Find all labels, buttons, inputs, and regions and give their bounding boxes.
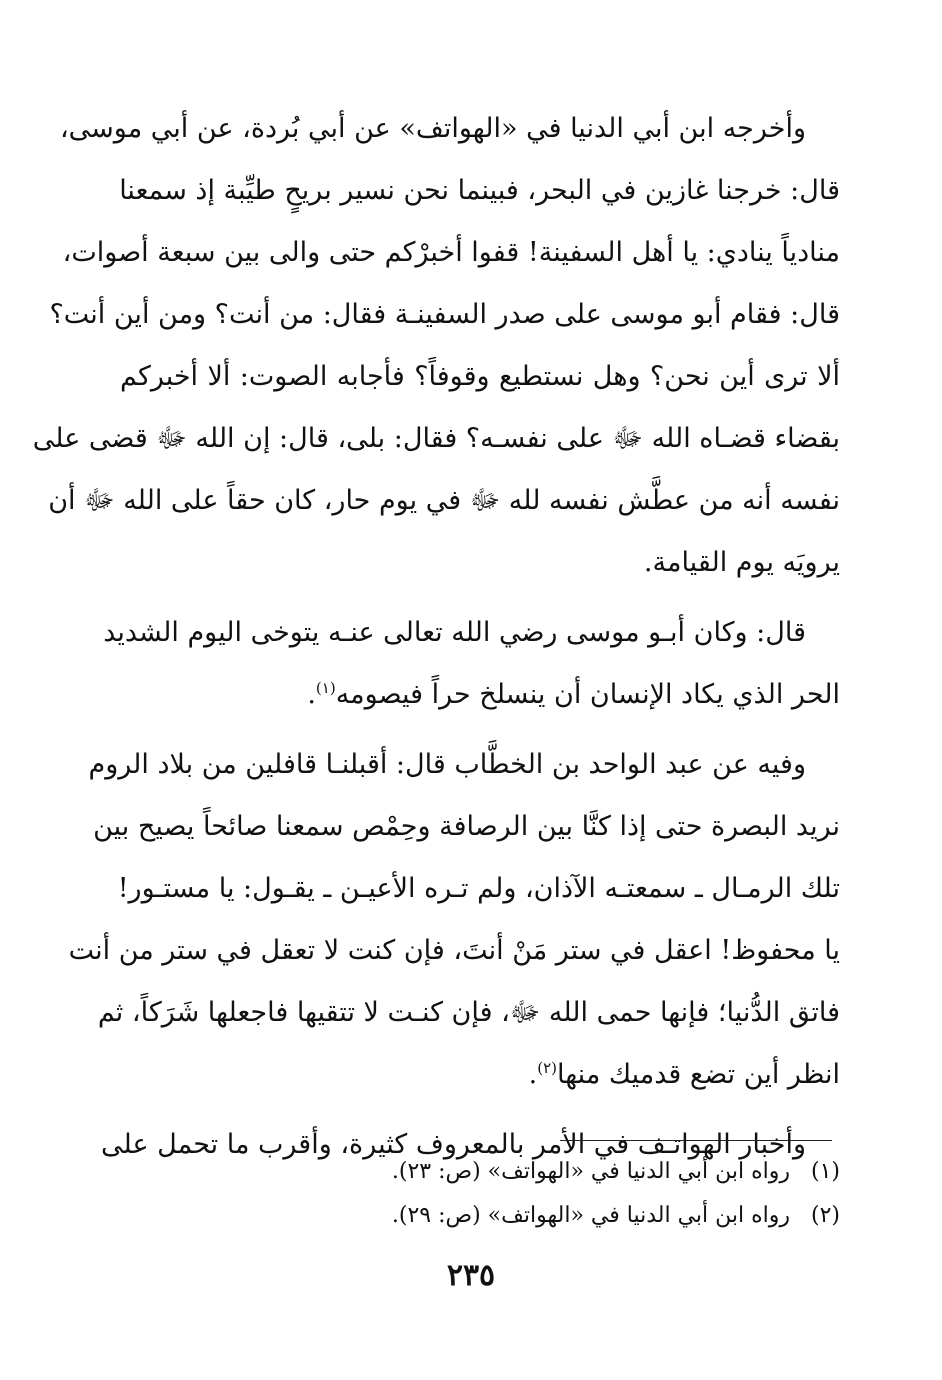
footnote-reference: (٢)	[537, 1059, 557, 1077]
text-line	[120, 664, 840, 726]
text-line: تلك الرمـال ـ سمعتـه الآذان، ولم تـره الأعيـن ـ يقـول: يا مستـور!	[117, 873, 840, 904]
paragraph-3	[68, 734, 840, 1106]
footnote-text: رواه ابن أبي الدنيا في «الهواتف» (ص: ٢٣).	[391, 1159, 790, 1184]
text-line: ألا ترى أين نحن؟ وهل نستطيع وقوفاً؟ فأجابه الصوت: ألا أخبركم	[120, 361, 840, 392]
text-line: منادياً ينادي: يا أهل السفينة! قفوا أخبرْكم حتى والى بين سبعة أصوات،	[62, 237, 840, 268]
paragraph-1	[32, 98, 840, 594]
text-line: وأخرجه ابن أبي الدنيا في «الهواتف» عن أبي بُردة، عن أبي موسى،	[59, 113, 806, 144]
footnote-text: رواه ابن أبي الدنيا في «الهواتف» (ص: ٢٩).	[391, 1203, 790, 1228]
paragraph-2	[103, 602, 840, 726]
text-line: قال: خرجنا غازين في البحر، فبينما نحن نسير بريحٍ طيِّبة إذ سمعنا	[119, 175, 840, 206]
footnote-number: (٢)	[810, 1203, 840, 1228]
text-line: قال: وكان أبـو موسى رضي الله تعالى عنـه يتوخى اليوم الشديد	[103, 617, 806, 648]
text-line: بقضاء قضـاه الله ﷻ على نفسـه؟ فقال: بلى، قال: إن الله ﷻ قضى على	[32, 423, 840, 454]
footnotes	[120, 1150, 840, 1238]
text-line: يرويَه يوم القيامة.	[643, 547, 840, 578]
footnote-item	[120, 1150, 840, 1194]
footnote-number: (١)	[810, 1159, 840, 1184]
text-line: وفيه عن عبد الواحد بن الخطَّاب قال: أقبلنـا قافلين من بلاد الروم	[88, 749, 806, 780]
text-segment: الحر الذي يكاد الإنسان أن ينسلخ حراً فيصومه	[335, 679, 840, 710]
sentence-end: .	[307, 679, 316, 710]
text-line: فاتق الدُّنيا؛ فإنها حمى الله ﷻ، فإن كنـت لا تتقيها فاجعلها شَرَكاً، ثم	[97, 997, 840, 1028]
footnote-separator	[560, 1140, 832, 1141]
text-line: وأخبار الهواتـف في الأمر بالمعروف كثيرة، وأقرب ما تحمل على	[101, 1129, 806, 1160]
page-number: ٢٣٥	[446, 1258, 496, 1293]
text-line: نريد البصرة حتى إذا كنَّا بين الرصافة وحِمْص سمعنا صائحاً يصيح بين	[93, 811, 840, 842]
text-line	[120, 1044, 840, 1106]
main-text	[32, 98, 840, 1176]
footnote-reference: (١)	[315, 679, 336, 697]
text-line: نفسه أنه من عطَّش نفسه لله ﷻ في يوم حار، كان حقاً على الله ﷻ أن	[48, 485, 840, 516]
text-line: يا محفوظ! اعقل في ستر مَنْ أنتَ، فإن كنت لا تعقل في ستر من أنت	[68, 935, 840, 966]
text-line: قال: فقام أبو موسى على صدر السفينـة فقال: من أنت؟ ومن أين أنت؟	[49, 299, 840, 330]
text-segment: انظر أين تضع قدميك منها	[557, 1059, 840, 1090]
sentence-end: .	[528, 1059, 538, 1090]
footnote-item	[120, 1194, 840, 1238]
